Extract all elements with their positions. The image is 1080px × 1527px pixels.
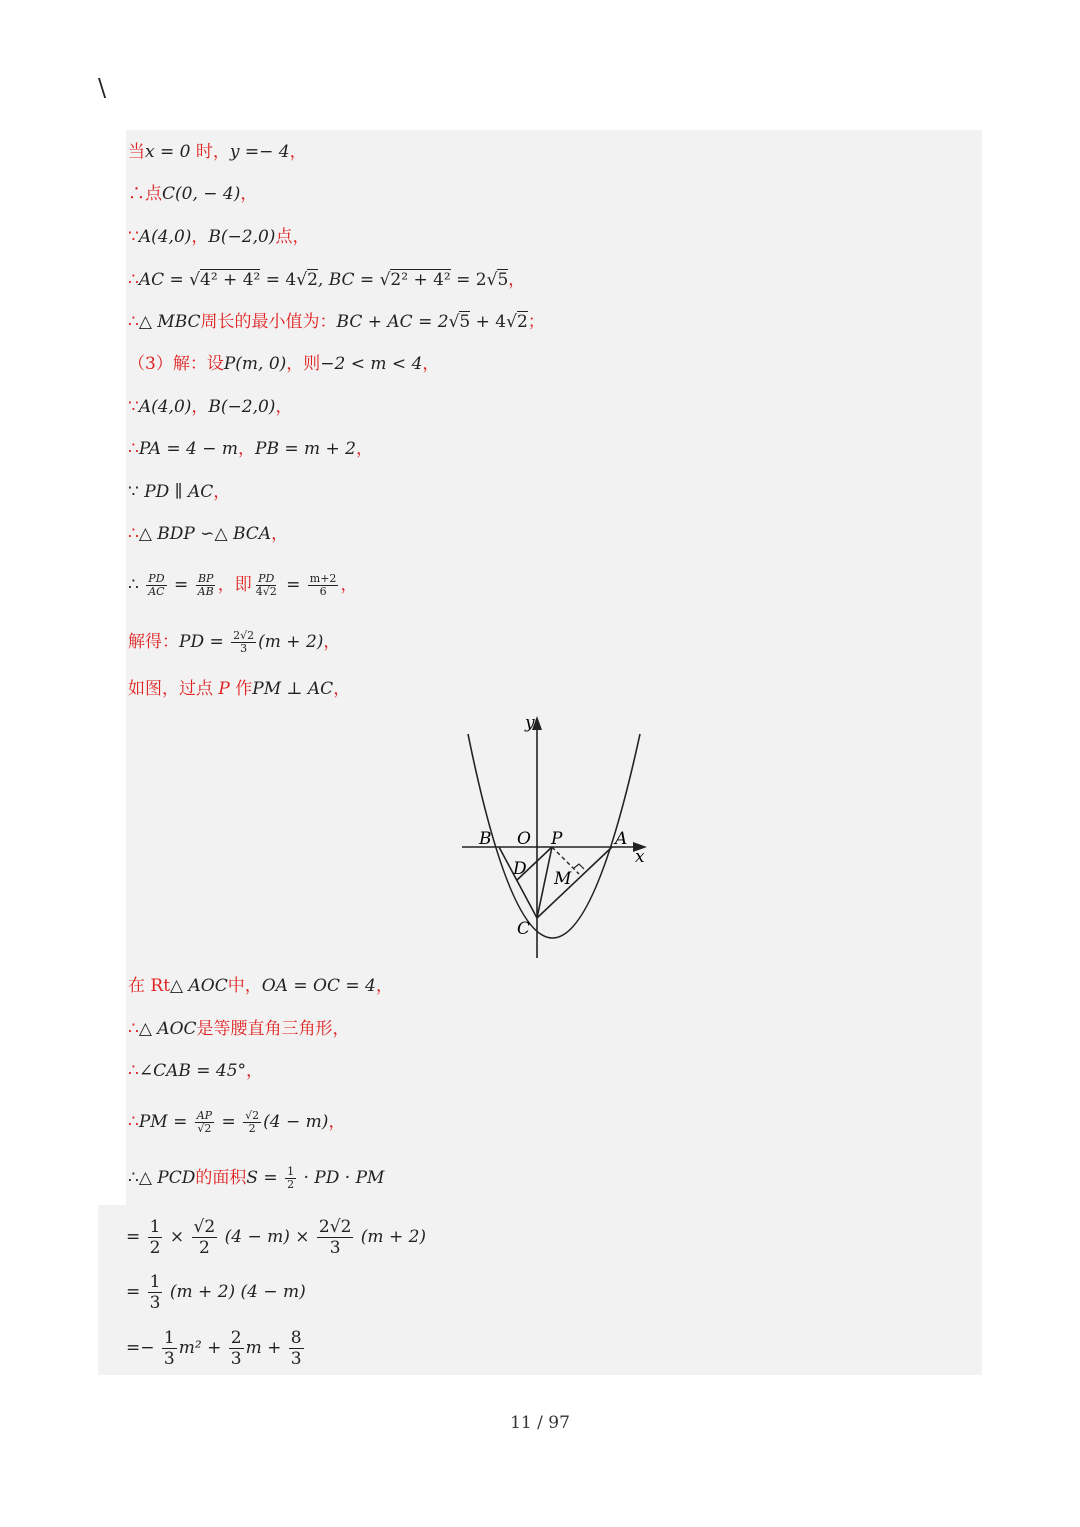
label-a: A (615, 829, 628, 849)
line-9: ∵ PD ∥ AC， (128, 482, 231, 502)
segment-bc (499, 847, 537, 918)
line-10: ∴△ BDP ∽△ BCA， (128, 524, 289, 544)
segment-pc (537, 847, 552, 918)
parabola-figure (455, 712, 655, 962)
line-8: ∴PA = 4 − m，PB = m + 2， (128, 439, 374, 459)
right-angle-mark (574, 864, 584, 869)
line-1: 当x = 0 时，y =− 4， (128, 142, 307, 162)
line-18: ∴△ PCD的面积S = $\frac{1}{2}$ · PD · PM (128, 1165, 385, 1191)
label-d: D (513, 859, 527, 879)
line-12: 解得：PD = $\frac{2√2}{3}$ (m + 2)， (128, 629, 341, 655)
label-c: C (517, 919, 531, 939)
stray-backslash: \ (98, 74, 107, 102)
line-4: ∴AC = √4² + 4² = 4√2, BC = √2² + 4² = 2√5， (128, 270, 526, 290)
line-13: 如图，过点 P 作PM ⊥ AC， (128, 679, 351, 699)
line-11: ∴ $\frac{PD}{AC}$ = $\frac{BP}{AB}$ ，即 $\frac{PD}{4√2}$ = $\frac{m+2}{6}$ ， (128, 572, 358, 598)
label-p: P (551, 829, 563, 849)
line-16: ∴∠CAB = 45°， (128, 1061, 264, 1081)
line-20: = $\frac{1}{3}$ (m + 2) (4 − m) (126, 1272, 306, 1313)
solution-panel-extension (98, 1205, 128, 1375)
page-number: 11 / 97 (510, 1413, 570, 1433)
label-m: M (554, 869, 572, 889)
segment-ac (537, 847, 612, 918)
line-5: ∴△ MBC周长的最小值为：BC + AC = 2√5 + 4√2； (128, 312, 545, 332)
line-14: 在 Rt△ AOC中，OA = OC = 4， (128, 976, 393, 996)
line-2: ∴点C(0, − 4)， (128, 184, 258, 204)
label-y: y (525, 713, 535, 733)
line-19: = $\frac{1}{2}$ × $\frac{√2}{2}$ (4 − m) × $\frac{2√2}{3}$ (m + 2) (126, 1217, 427, 1258)
line-21: =− $\frac{1}{3}$ m² + $\frac{2}{3}$ m + $\frac{8}{3}$ (126, 1328, 302, 1369)
line-6: （3）解：设P(m, 0)，则−2 < m < 4， (128, 354, 440, 374)
line-3: ∵A(4,0)，B(−2,0)点， (128, 227, 310, 247)
label-x: x (635, 847, 645, 867)
line-17: ∴PM = $\frac{AP}{√2}$ = $\frac{√2}{2}$ (4 − m)， (128, 1109, 346, 1135)
line-15: ∴△ AOC是等腰直角三角形， (128, 1019, 350, 1039)
label-b: B (479, 829, 492, 849)
line-7: ∵A(4,0)，B(−2,0)， (128, 397, 293, 417)
label-o: O (517, 829, 531, 849)
